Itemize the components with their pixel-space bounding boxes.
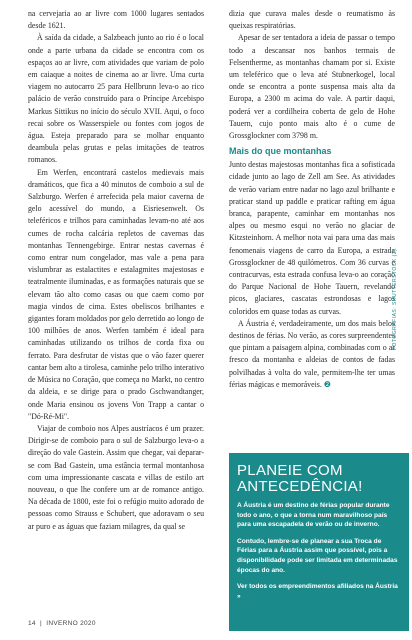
- closing-text: A Áustria é, verdadeiramente, um dos mais belos destinos de férias. No verão, as cores surpreendentes que pintam a paisagem alpina, combinadas com o ar fresco da montanha e aldeias de contos de fadas polvilhadas à volta do vale, permitem-lhe ter umas férias mágicas e memoráveis.: [229, 318, 395, 389]
- promo-title: PLANEIE COM ANTECEDÊNCIA!: [237, 462, 363, 495]
- body-paragraph: dizia que curava males desde o reumatismo às queixas respiratórias.: [229, 9, 395, 31]
- promo-paragraph: Contudo, lembre-se de planear a sua Troca de Férias para a Áustria assim que possível, pois a disponibilidade pode ser limitada em determinadas épocas do ano.: [237, 537, 398, 574]
- body-paragraph: na cervejaria ao ar livre com 1000 lugares sentados desde 1621.: [28, 9, 204, 31]
- issue-label: INVERNO 2020: [46, 620, 96, 627]
- promo-box: [229, 453, 409, 631]
- page-number: 14: [28, 620, 36, 627]
- section-subheading: Mais do que montanhas: [229, 146, 332, 157]
- promo-paragraph: A Áustria é um destino de férias popular durante todo o ano, o que a torna num maravilhoso país para uma escapadela de verão ou de inverno.: [237, 502, 390, 529]
- end-of-article-icon: ❷: [323, 379, 331, 389]
- left-text-column: [28, 8, 204, 533]
- body-paragraph: Apesar de ser tentadora a ideia de passar o tempo todo a descansar nos banhos termais de Felsentherme, as montanhas chamam por si. Existe um teleférico que o leva até Stubnerkogel, local onde se encontra a ponte suspensa mais alta da Europa, a 2300 m acima do vale. A partir daqui, poderá ver a cordilheira coberta de gelo de Hohe Tauern, cujo ponto mais alto é o cume de Grossglockner com 3798 m.: [229, 33, 395, 141]
- body-paragraph: À saída da cidade, a Salzbeach junto ao rio é o local onde a parte urbana da cidade se encontra com os espaços ao ar livre, com atividades que variam de polo em caiaque a noites de cinema ao ar livre. Uma curta viagem no autocarro 25 para Hellbrunn leva-o ao rico palácio de verão construído para o Príncipe Arcebispo Markus Sittikus no início do século XVII. Aqui, o foco recai sobre os Wasserspiele ou fontes com jogos de água. Esteja preparado para se molhar enquanto deambula pelas grutas e pelas imitações de teatros romanos.: [28, 33, 204, 165]
- footer-separator: |: [37, 620, 45, 627]
- promo-link[interactable]: Ver todos os empreendimentos afiliados na Áustria »: [237, 583, 398, 600]
- body-paragraph: Viajar de comboio nos Alpes austríacos é um prazer. Dirigir-se de comboio para o sul de Salzburgo leva-o a direção do vale Gastein. Assim que chegar, vai deparar-se com Bad Gastein, uma estância termal montanhosa com uma impressionante cascata e villas de estilo art nouveau, o que lhe confere um ar de romance antigo. Na década de 1800, este foi o refúgio muito adorado de pessoas como Strauss e Schubert, que adoravam o seu ar puro e as águas que faziam milagres, da qual se: [28, 423, 204, 531]
- closing-paragraph: [229, 318, 395, 391]
- photo-credit: FOTOGRAFIAS: SHUTTERSTOCK (2).: [392, 246, 398, 350]
- right-text-column: [229, 8, 395, 391]
- body-paragraph: Junto destas majestosas montanhas fica a sofisticada cidade junto ao lago de Zell am See. As atividades de verão variam entre nadar no lago azul brilhante e praticar stand up paddle e praticar rafting em água branca, parapente, caminhar em montanhas nos alpes ou mesmo esqui no verão no glaciar de Kitzsteinhorn. A melhor nota vai para uma das mais fenomenais viagens de carro da Europa, a estrada Grossglockner de 48 quilómetros. Com 36 curvas e contracurvas, esta estrada confusa leva-o ao coração do Parque Nacional de Hohe Tauern, revelando picos, glaciares, cascatas estrondosas e lagos coloridos em quase todas as curvas.: [229, 160, 395, 316]
- page-footer: [28, 620, 96, 627]
- body-paragraph: Em Werfen, encontrará castelos medievais mais dramáticos, que fica a 40 minutos de comboio a sul de Salzburgo. Werfen é arrefecida pela maior caverna de gelo acessível do mundo, a Eisriesenwelt. Os teleféricos e trilhos para caminhadas levam-no até aos cumes de rocha calcária repletos de cavernas das montanhas Tennengebirge. Entrar nestas cavernas é como entrar num congelador, mas vale a pena para vislumbrar as estalactites e estalagmites majestosas e teatralmente iluminadas, e as formações naturais que se elevam tão alto como casas ou que caem como por magia vindos de cima. Estes obeliscos brilhantes e gigantes foram moldados por gelo derretido ao longo de 100 milhões de anos. Werfen também é ideal para caminhadas utilizando os trilhos de corda fixa ou ferrato. Para desfrutar de vistas que o vão fazer querer cantar bem alto a tirolesa, caminhe pelo trilho interativo de Música no Coração, que começa no Markt, no centro da aldeia, e se dirige para o prado Gschwandtanger, onde Maria ensinou os jovens Von Trapp a cantar o "Dó-Ré-Mi".: [28, 167, 205, 421]
